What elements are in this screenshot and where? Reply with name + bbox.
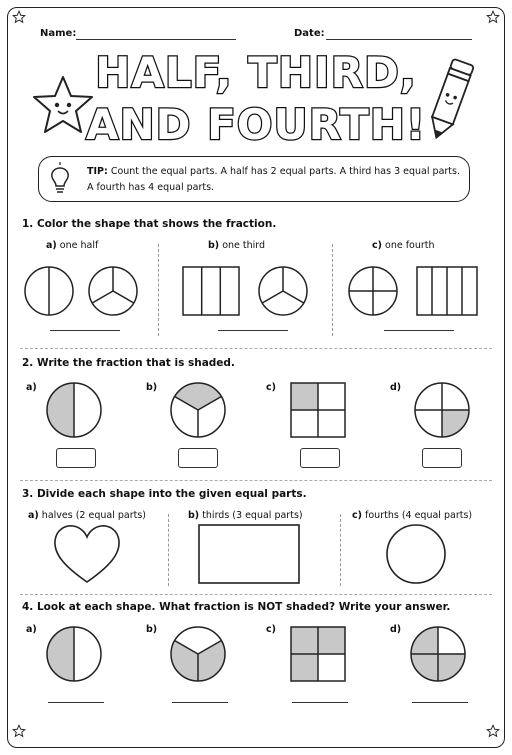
q1-label-b: one third [222, 240, 266, 251]
q4-letter-c: c) [266, 624, 276, 635]
star-icon [12, 10, 26, 24]
q2-c-answer-box[interactable] [300, 448, 340, 468]
q4-letter-d: d) [390, 624, 402, 635]
star-icon [486, 10, 500, 24]
name-label: Name: [40, 28, 77, 39]
q4-d-circle-three-fourths-shaded [410, 626, 466, 682]
q2-letter-c: c) [266, 382, 276, 393]
lightbulb-icon [49, 165, 71, 195]
q1-label-c: one fourth [385, 240, 435, 251]
q1-letter-c: c) [372, 240, 382, 251]
q1-item-b [208, 240, 265, 251]
q4-b-circle-two-thirds-shaded [170, 626, 226, 682]
date-line[interactable] [326, 39, 472, 40]
tip-line2: A fourth has 4 equal parts. [87, 182, 215, 193]
section-divider [20, 348, 492, 349]
q1-letter-b: b) [208, 240, 220, 251]
q1-a-circle-thirds[interactable] [88, 266, 138, 316]
q2-a-circle-half-shaded [46, 382, 102, 438]
q4-c-answer-line[interactable] [292, 702, 348, 703]
q4-d-answer-line[interactable] [412, 702, 468, 703]
q2-heading: 2. Write the fraction that is shaded. [22, 357, 235, 369]
q2-b-answer-box[interactable] [178, 448, 218, 468]
star-icon [486, 724, 500, 738]
q3-b-rectangle[interactable] [198, 524, 300, 584]
q4-a-circle-half-shaded [46, 626, 102, 682]
q2-b-circle-third-shaded [170, 382, 226, 438]
tip-line1: Count the equal parts. A half has 2 equal parts. A third has 3 equal parts. [110, 166, 460, 177]
q1-letter-a: a) [46, 240, 57, 251]
date-label: Date: [294, 28, 325, 39]
q1-label-a: one half [59, 240, 99, 251]
q2-a-answer-box[interactable] [56, 448, 96, 468]
q3-label-a: halves (2 equal parts) [41, 510, 146, 521]
q1-a-circle-halves[interactable] [24, 266, 74, 316]
star-mascot-icon [30, 74, 96, 136]
pencil-mascot-icon [424, 56, 476, 144]
q3-heading: 3. Divide each shape into the given equal parts. [22, 488, 307, 500]
tip-prefix: TIP: [87, 166, 108, 177]
q4-heading: 4. Look at each shape. What fraction is NOT shaded? Write your answer. [22, 601, 451, 613]
q3-item-b [188, 510, 303, 521]
q4-letter-a: a) [26, 624, 37, 635]
q3-item-a [28, 510, 146, 521]
page-title-line1: HALF, THIRD, [95, 48, 417, 97]
q2-c-square-fourth-shaded [290, 382, 346, 438]
q2-letter-a: a) [26, 382, 37, 393]
q3-letter-c: c) [352, 510, 362, 521]
q1-heading: 1. Color the shape that shows the fraction. [22, 218, 277, 230]
q3-label-c: fourths (4 equal parts) [365, 510, 473, 521]
q1-c-rect-fourths[interactable] [416, 266, 478, 316]
q4-c-square-three-fourths-shaded [290, 626, 346, 682]
q2-letter-b: b) [146, 382, 158, 393]
section-divider [20, 594, 492, 595]
q1-b-answer-line[interactable] [218, 330, 288, 331]
q4-letter-b: b) [146, 624, 158, 635]
q1-separator [332, 244, 333, 336]
name-line[interactable] [76, 39, 236, 40]
q3-c-circle[interactable] [386, 524, 446, 584]
q1-c-answer-line[interactable] [384, 330, 454, 331]
q2-letter-d: d) [390, 382, 402, 393]
section-divider [20, 480, 492, 481]
q3-label-b: thirds (3 equal parts) [202, 510, 303, 521]
q1-c-circle-fourths[interactable] [348, 266, 398, 316]
q4-a-answer-line[interactable] [48, 702, 104, 703]
q1-b-circle-thirds[interactable] [258, 266, 308, 316]
page-title-line2: AND FOURTH! [85, 100, 427, 149]
q1-item-c [372, 240, 435, 251]
tip-text [87, 164, 467, 196]
q3-a-heart[interactable] [52, 524, 122, 584]
q3-separator [340, 514, 341, 586]
q3-letter-a: a) [28, 510, 39, 521]
q1-separator [158, 244, 159, 336]
q1-b-rect-thirds[interactable] [182, 266, 240, 316]
q4-b-answer-line[interactable] [172, 702, 228, 703]
star-icon [12, 724, 26, 738]
q2-d-circle-fourth-shaded [414, 382, 470, 438]
tip-box [38, 156, 470, 202]
q1-item-a [46, 240, 98, 251]
q3-item-c [352, 510, 472, 521]
q3-separator [168, 514, 169, 586]
q2-d-answer-box[interactable] [422, 448, 462, 468]
q1-a-answer-line[interactable] [50, 330, 120, 331]
q3-letter-b: b) [188, 510, 200, 521]
